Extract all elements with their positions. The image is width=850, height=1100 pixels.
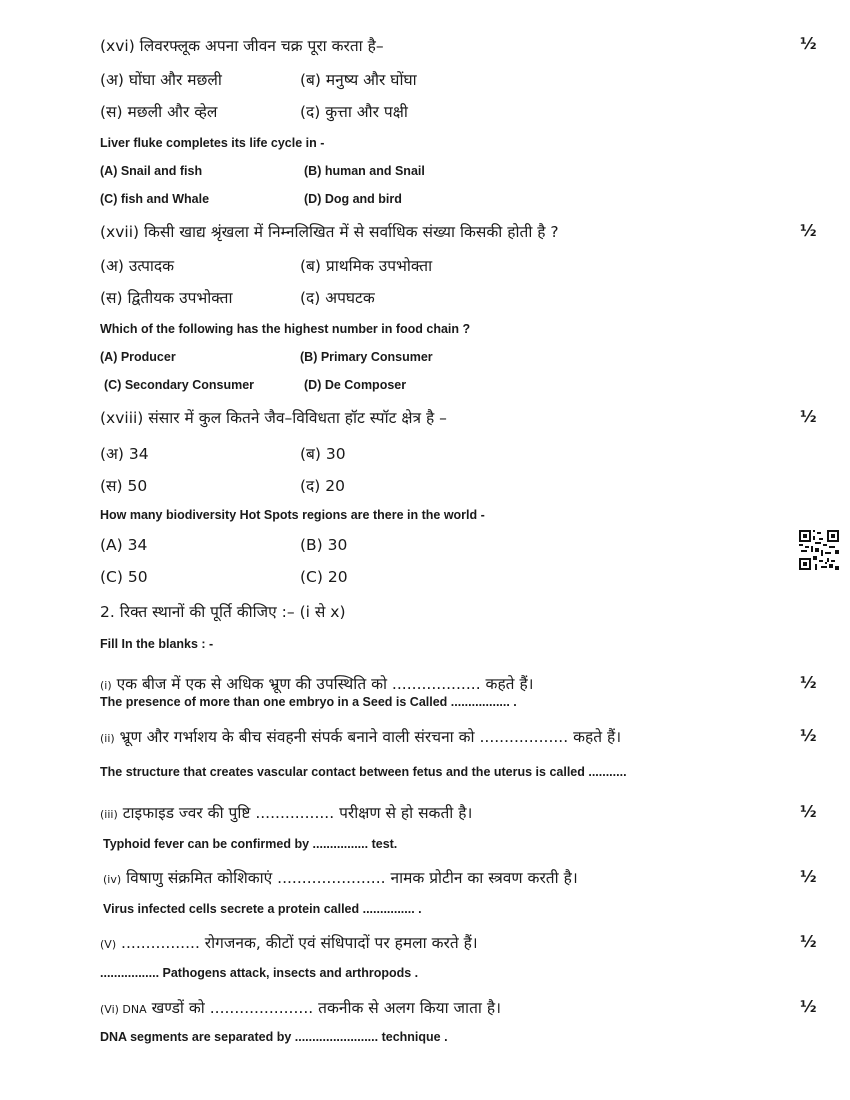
section2-english: Fill In the blanks : - <box>100 637 214 651</box>
q16-marks: ½ <box>800 34 817 53</box>
q16-english: Liver fluke completes its life cycle in - <box>100 136 325 150</box>
blank5-hindi: (V) ................ रोगजनक, कीटों एवं संधिपादों पर हमला करते हैं। <box>100 934 478 952</box>
q17-en-opt-d: (D) De Composer <box>304 378 407 392</box>
q17-hi-opt-d: (द) अपघटक <box>300 289 375 307</box>
section2-hindi: 2. रिक्त स्थानों की पूर्ति कीजिए :– (i से x) <box>100 603 346 621</box>
blank1-marks: ½ <box>800 673 817 692</box>
q17-hindi: (xvii) किसी खाद्य श्रृंखला में निम्नलिखित में से सर्वाधिक संख्या किसकी होती है ? <box>100 223 559 241</box>
q18-hi-opt-c: (स) 50 <box>100 477 148 495</box>
blank3-marks: ½ <box>800 802 817 821</box>
q18-hi-opt-b: (ब) 30 <box>300 445 346 463</box>
q18-en-opt-d: (C) 20 <box>300 568 348 586</box>
q17-en-opt-c: (C) Secondary Consumer <box>104 378 255 392</box>
q18-marks: ½ <box>800 407 817 426</box>
q18-en-opt-a: (A) 34 <box>100 536 148 554</box>
q16-en-opt-d: (D) Dog and bird <box>304 192 402 206</box>
q17-marks: ½ <box>800 221 817 240</box>
blank4-marks: ½ <box>800 867 817 886</box>
q17-hi-opt-a: (अ) उत्पादक <box>100 257 175 275</box>
q18-hi-opt-a: (अ) 34 <box>100 445 149 463</box>
q17-hi-opt-c: (स) द्वितीयक उपभोक्ता <box>100 289 233 307</box>
blank2-marks: ½ <box>800 726 817 745</box>
q17-en-opt-b: (B) Primary Consumer <box>300 350 433 364</box>
q18-en-opt-b: (B) 30 <box>300 536 348 554</box>
q17-en-opt-a: (A) Producer <box>100 350 176 364</box>
blank1-hindi: (i) एक बीज में एक से अधिक भ्रूण की उपस्थिति को .................. कहते हैं। <box>100 675 534 693</box>
blank6-hindi: (Vi) DNA खण्डों को ..................... तकनीक से अलग किया जाता है। <box>100 999 501 1017</box>
blank4-hindi: (iv) विषाणु संक्रमित कोशिकाएं ...................... नामक प्रोटीन का स्त्रवण करती है। <box>103 869 578 887</box>
q17-hi-opt-b: (ब) प्राथमिक उपभोक्ता <box>300 257 433 275</box>
blank6-english: DNA segments are separated by ........................ technique . <box>100 1030 448 1044</box>
q16-en-opt-a: (A) Snail and fish <box>100 164 203 178</box>
blank5-english: ................. Pathogens attack, insects and arthropods . <box>100 966 419 980</box>
q16-hi-opt-c: (स) मछली और व्हेल <box>100 103 218 121</box>
q18-hi-opt-d: (द) 20 <box>300 477 345 495</box>
blank3-english: Typhoid fever can be confirmed by ................ test. <box>103 837 398 851</box>
blank2-hindi: (ii) भ्रूण और गर्भाशय के बीच संवहनी संपर्क बनाने वाली संरचना को .................. कहते हैं। <box>100 728 622 746</box>
q16-en-opt-b: (B) human and Snail <box>304 164 425 178</box>
q16-hi-opt-a: (अ) घोंघा और मछली <box>100 71 222 89</box>
q16-hi-opt-d: (द) कुत्ता और पक्षी <box>300 103 408 121</box>
qr-code <box>799 530 839 570</box>
blank1-english: The presence of more than one embryo in a Seed is Called ................. . <box>100 695 517 709</box>
q16-en-opt-c: (C) fish and Whale <box>100 192 210 206</box>
q16-hindi: (xvi) लिवरफ्लूक अपना जीवन चक्र पूरा करता है– <box>100 37 384 55</box>
blank2-english: The structure that creates vascular contact between fetus and the uterus is called ........... <box>100 765 627 779</box>
blank4-english: Virus infected cells secrete a protein called ............... . <box>103 902 422 916</box>
blank5-marks: ½ <box>800 932 817 951</box>
q18-en-opt-c: (C) 50 <box>100 568 148 586</box>
q18-english: How many biodiversity Hot Spots regions are there in the world - <box>100 508 485 522</box>
q17-english: Which of the following has the highest number in food chain ? <box>100 322 471 336</box>
blank6-marks: ½ <box>800 997 817 1016</box>
q18-hindi: (xviii) संसार में कुल कितने जैव–विविधता हॉट स्पॉट क्षेत्र है – <box>100 409 447 427</box>
q16-hi-opt-b: (ब) मनुष्य और घोंघा <box>300 71 417 89</box>
blank3-hindi: (iii) टाइफाइड ज्वर की पुष्टि ................ परीक्षण से हो सकती है। <box>100 804 473 822</box>
